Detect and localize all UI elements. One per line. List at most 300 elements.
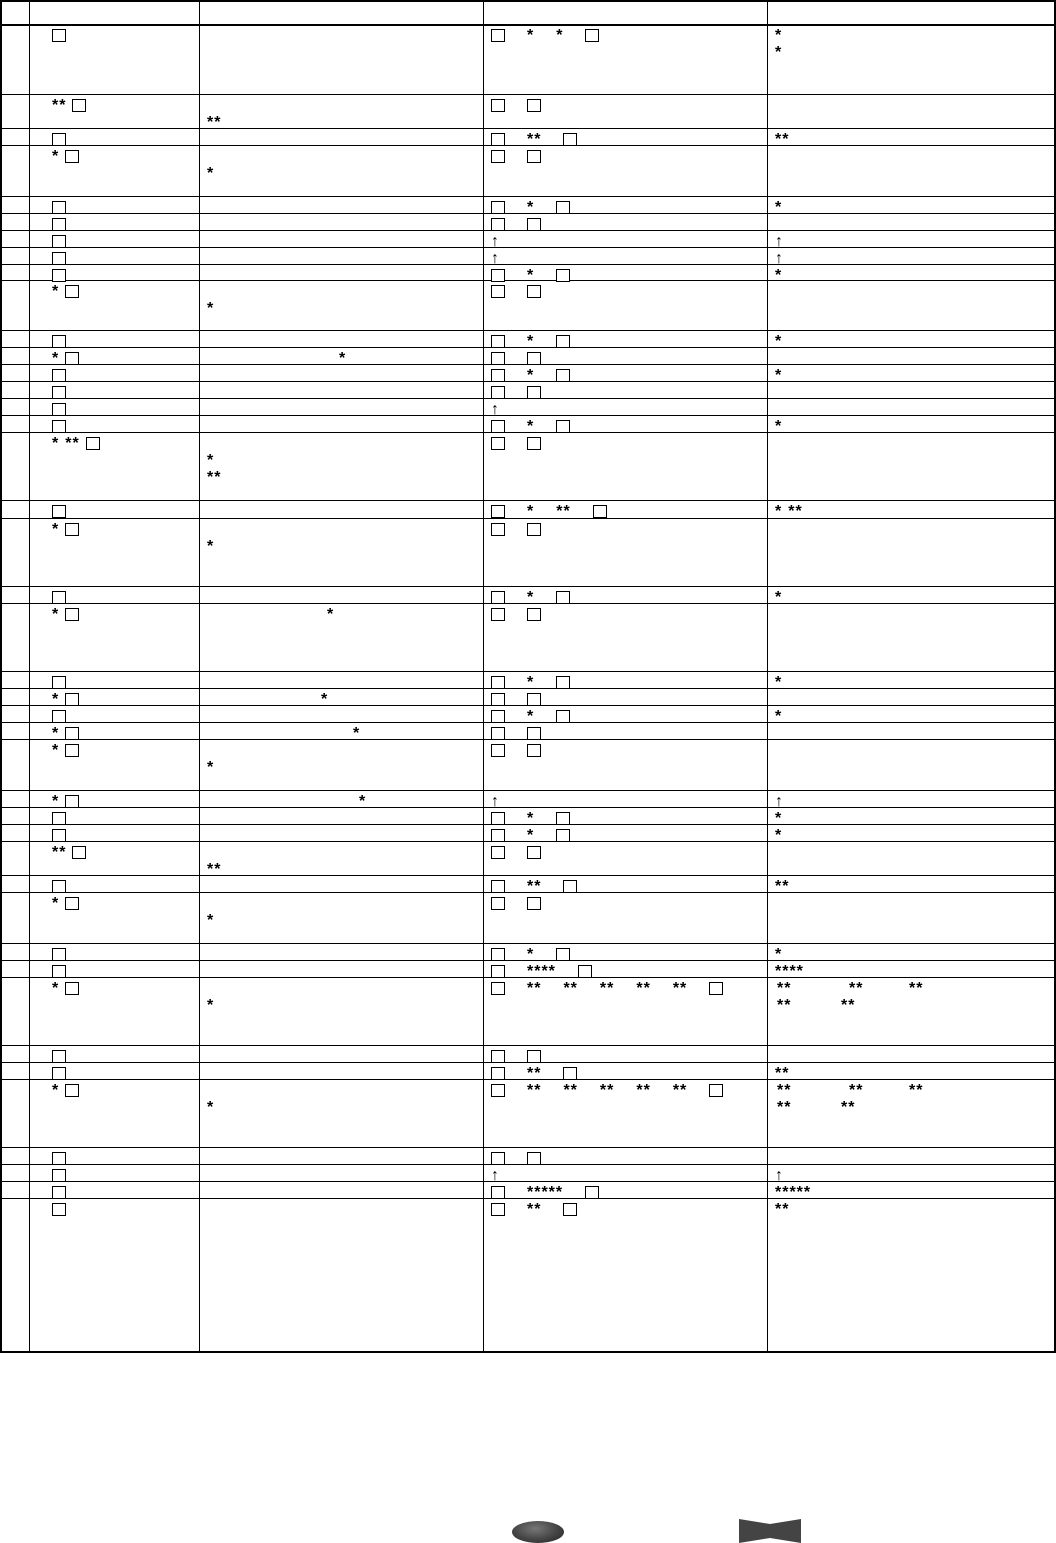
table-cell (207, 300, 214, 317)
empty-checkbox-icon (491, 897, 505, 910)
empty-checkbox-icon (86, 437, 100, 450)
asterisk-note-mark: * (527, 708, 535, 725)
asterisk-note-mark: ** (849, 980, 864, 997)
asterisk-note-mark: * (775, 674, 783, 691)
asterisk-note-mark: ** (777, 997, 792, 1014)
column-rule (29, 0, 30, 1352)
asterisk-note-mark: * (527, 946, 535, 963)
table-cell (491, 589, 570, 606)
empty-checkbox-icon (491, 591, 505, 604)
empty-checkbox-icon (491, 1050, 505, 1063)
empty-checkbox-icon (65, 285, 79, 298)
empty-checkbox-icon (556, 710, 570, 723)
asterisk-note-mark: ** (556, 503, 571, 520)
asterisk-note-mark: ** (599, 1082, 615, 1099)
table-cell (52, 742, 79, 759)
table-cell (52, 384, 66, 399)
empty-checkbox-icon (527, 1050, 541, 1063)
table-cell (491, 350, 541, 365)
table-cell (775, 589, 782, 606)
empty-checkbox-icon (52, 812, 66, 825)
empty-checkbox-icon (491, 201, 505, 214)
row-rule (0, 875, 1056, 876)
table-cell (491, 725, 541, 740)
row-rule (0, 128, 1056, 129)
table-cell (491, 250, 499, 267)
empty-checkbox-icon (527, 727, 541, 740)
asterisk-note-mark: * (207, 759, 215, 776)
empty-checkbox-icon (527, 218, 541, 231)
empty-checkbox-icon (491, 710, 505, 723)
asterisk-note-mark: * (527, 810, 535, 827)
empty-checkbox-icon (491, 335, 505, 348)
table-cell (207, 759, 214, 776)
asterisk-note-mark: ** (775, 1201, 790, 1218)
empty-checkbox-icon (491, 1186, 505, 1199)
table-cell-mark (777, 997, 791, 1014)
table-cell (775, 827, 782, 844)
table-cell (491, 963, 592, 980)
empty-checkbox-icon (65, 897, 79, 910)
row-rule (0, 1181, 1056, 1182)
row-rule (0, 1045, 1056, 1046)
asterisk-note-mark: * (527, 267, 535, 284)
table-cell (52, 1082, 79, 1099)
row-rule (0, 671, 1056, 672)
up-arrow-icon: ↑ (775, 1167, 783, 1184)
asterisk-note-mark: * (527, 333, 535, 350)
asterisk-note-mark: ** (672, 980, 688, 997)
table-cell (491, 148, 541, 163)
empty-checkbox-icon (556, 269, 570, 282)
empty-checkbox-icon (491, 523, 505, 536)
table-cell (775, 708, 782, 725)
empty-checkbox-icon (52, 948, 66, 961)
asterisk-note-mark: * (52, 283, 60, 300)
empty-checkbox-icon (491, 352, 505, 365)
table-cell (491, 1150, 541, 1165)
asterisk-note-mark: * (353, 725, 361, 742)
empty-checkbox-icon (65, 150, 79, 163)
empty-checkbox-icon (527, 846, 541, 859)
asterisk-note-mark: ** (777, 1082, 792, 1099)
table-cell (491, 199, 570, 216)
empty-checkbox-icon (527, 386, 541, 399)
table-cell (207, 114, 221, 131)
asterisk-note-mark: * (775, 44, 783, 61)
asterisk-note-mark: * (52, 725, 60, 742)
table-cell-mark (321, 691, 328, 708)
table-cell (491, 521, 541, 536)
table-cell-mark (849, 1082, 863, 1099)
empty-checkbox-icon (52, 218, 66, 231)
empty-checkbox-icon (527, 150, 541, 163)
table-cell (491, 691, 541, 706)
empty-checkbox-icon (65, 982, 79, 995)
asterisk-note-mark: ** (527, 980, 542, 997)
table-cell (775, 946, 782, 963)
asterisk-note-mark: * (527, 589, 535, 606)
table-cell (491, 503, 607, 520)
up-arrow-icon: ↑ (775, 233, 783, 250)
empty-checkbox-icon (491, 420, 505, 433)
empty-checkbox-icon (52, 710, 66, 723)
empty-checkbox-icon (52, 403, 66, 416)
empty-checkbox-icon (556, 369, 570, 382)
empty-checkbox-icon (709, 1084, 723, 1097)
empty-checkbox-icon (578, 965, 592, 978)
empty-checkbox-icon (556, 420, 570, 433)
table-cell (52, 827, 66, 842)
column-rule (0, 0, 2, 1352)
empty-checkbox-icon (585, 1186, 599, 1199)
table-cell (491, 1082, 723, 1099)
table-cell (491, 233, 499, 250)
asterisk-note-mark: * (207, 300, 215, 317)
table-cell (775, 199, 782, 216)
up-arrow-icon: ↑ (775, 250, 783, 267)
empty-checkbox-icon (491, 133, 505, 146)
table-cell (491, 742, 541, 757)
bowtie-nav-mark-icon[interactable] (739, 1519, 801, 1543)
table-cell (52, 333, 66, 348)
table-cell (52, 895, 79, 912)
empty-checkbox-icon (491, 846, 505, 859)
asterisk-note-mark: * (52, 148, 60, 165)
asterisk-note-mark: ** (65, 435, 80, 452)
asterisk-note-mark: ***** (527, 1184, 564, 1201)
asterisk-note-mark: * (527, 674, 535, 691)
empty-checkbox-icon (491, 829, 505, 842)
asterisk-note-mark: ***** (775, 1184, 812, 1201)
empty-checkbox-icon (52, 369, 66, 382)
empty-checkbox-icon (52, 1067, 66, 1080)
table-cell (52, 793, 79, 810)
asterisk-note-mark: * (339, 350, 347, 367)
up-arrow-icon: ↑ (775, 793, 783, 810)
table-cell (491, 878, 577, 895)
table-cell-mark (841, 1099, 855, 1116)
table-cell (207, 452, 214, 469)
table-cell (52, 418, 66, 433)
table-cell (491, 367, 570, 384)
empty-checkbox-icon (491, 982, 505, 995)
asterisk-note-mark: ** (775, 878, 790, 895)
table-cell (207, 861, 221, 878)
table-cell (775, 250, 783, 267)
empty-checkbox-icon (527, 523, 541, 536)
table-cell (491, 1201, 577, 1218)
empty-checkbox-icon (52, 676, 66, 689)
empty-checkbox-icon (72, 846, 86, 859)
up-arrow-icon: ↑ (491, 793, 499, 810)
table-cell (775, 1167, 783, 1184)
asterisk-note-mark: * (207, 912, 215, 929)
table-cell (491, 674, 570, 691)
empty-checkbox-icon (65, 523, 79, 536)
empty-checkbox-icon (563, 1203, 577, 1216)
asterisk-note-mark: * (775, 827, 783, 844)
table-cell (207, 912, 214, 929)
asterisk-note-mark: ** (527, 1065, 542, 1082)
table-cell (52, 233, 66, 248)
table-cell-mark (777, 1082, 791, 1099)
table-cell-mark (359, 793, 366, 810)
table-cell (52, 97, 86, 114)
table-cell (52, 810, 66, 825)
table-cell (52, 725, 79, 742)
row-rule (0, 415, 1056, 416)
empty-checkbox-icon (491, 676, 505, 689)
table-cell-mark (849, 980, 863, 997)
empty-checkbox-icon (52, 591, 66, 604)
table-cell (775, 131, 789, 148)
empty-checkbox-icon (52, 420, 66, 433)
empty-checkbox-icon (52, 505, 66, 518)
asterisk-note-mark: * (775, 503, 783, 520)
oval-nav-mark-icon[interactable] (512, 1521, 564, 1543)
empty-checkbox-icon (709, 982, 723, 995)
table-cell (52, 27, 66, 42)
asterisk-note-mark: * (52, 350, 60, 367)
row-rule (0, 1147, 1056, 1148)
asterisk-note-mark: * (52, 606, 60, 623)
table-cell (491, 283, 541, 298)
empty-checkbox-icon (556, 335, 570, 348)
table-cell-mark (339, 350, 346, 367)
asterisk-note-mark: ** (527, 1082, 542, 1099)
empty-checkbox-icon (491, 948, 505, 961)
asterisk-note-mark: **** (775, 963, 804, 980)
column-rule (483, 0, 484, 1352)
asterisk-note-mark: ** (207, 861, 222, 878)
table-cell (775, 1201, 789, 1218)
table-cell-mark (353, 725, 360, 742)
table-cell (775, 233, 783, 250)
asterisk-note-mark: * (207, 452, 215, 469)
asterisk-note-mark: ** (207, 114, 222, 131)
asterisk-note-mark: * (775, 946, 783, 963)
empty-checkbox-icon (65, 693, 79, 706)
table-cell (207, 1099, 214, 1116)
empty-checkbox-icon (491, 1067, 505, 1080)
table-cell (491, 844, 541, 859)
table-cell (52, 199, 66, 214)
asterisk-note-mark: ** (849, 1082, 864, 1099)
empty-checkbox-icon (52, 965, 66, 978)
empty-checkbox-icon (556, 201, 570, 214)
table-cell (207, 997, 214, 1014)
table-cell (491, 97, 541, 112)
table-cell (52, 606, 79, 623)
asterisk-note-mark: ** (563, 980, 578, 997)
empty-checkbox-icon (52, 1186, 66, 1199)
asterisk-note-mark: **** (527, 963, 556, 980)
empty-checkbox-icon (491, 150, 505, 163)
table-cell (52, 250, 66, 265)
empty-checkbox-icon (52, 829, 66, 842)
table-cell (491, 1065, 577, 1082)
table-cell (52, 708, 66, 723)
row-rule (0, 24, 1056, 26)
table-cell (491, 946, 570, 963)
asterisk-note-mark: * (52, 435, 60, 452)
asterisk-note-mark: * (775, 418, 783, 435)
empty-checkbox-icon (527, 608, 541, 621)
row-rule (0, 807, 1056, 808)
row-rule (0, 330, 1056, 331)
row-rule (0, 1351, 1056, 1353)
table-cell (207, 538, 214, 555)
empty-checkbox-icon (556, 676, 570, 689)
asterisk-note-mark: ** (52, 97, 67, 114)
table-cell (52, 521, 79, 538)
asterisk-note-mark: ** (527, 1201, 542, 1218)
up-arrow-icon: ↑ (491, 233, 499, 250)
table-cell (52, 503, 66, 518)
empty-checkbox-icon (563, 133, 577, 146)
table-cell (491, 267, 570, 284)
empty-checkbox-icon (527, 897, 541, 910)
asterisk-note-mark: * (775, 708, 783, 725)
table-cell (491, 1184, 599, 1201)
table-cell (775, 333, 782, 350)
empty-checkbox-icon (52, 29, 66, 42)
asterisk-note-mark: * (775, 810, 783, 827)
asterisk-note-mark: * (207, 1099, 215, 1116)
row-rule (0, 586, 1056, 587)
table-cell (52, 691, 79, 708)
table-cell (52, 267, 66, 282)
empty-checkbox-icon (491, 693, 505, 706)
empty-checkbox-icon (491, 29, 505, 42)
table-cell (52, 216, 66, 231)
row-rule (0, 196, 1056, 197)
empty-checkbox-icon (65, 727, 79, 740)
asterisk-note-mark: ** (636, 1082, 651, 1099)
table-cell (52, 401, 66, 416)
table-cell (491, 980, 723, 997)
table-cell (775, 27, 782, 44)
asterisk-note-mark: * (775, 589, 783, 606)
empty-checkbox-icon (556, 829, 570, 842)
empty-checkbox-icon (593, 505, 607, 518)
table-cell (491, 810, 570, 827)
empty-checkbox-icon (491, 285, 505, 298)
empty-checkbox-icon (556, 812, 570, 825)
empty-checkbox-icon (491, 965, 505, 978)
asterisk-note-mark: ** (527, 878, 542, 895)
empty-checkbox-icon (491, 99, 505, 112)
empty-checkbox-icon (52, 201, 66, 214)
table-cell (491, 401, 499, 418)
empty-checkbox-icon (52, 133, 66, 146)
empty-checkbox-icon (52, 386, 66, 399)
table-cell (491, 1048, 541, 1063)
table-cell (775, 1184, 811, 1201)
asterisk-note-mark: ** (841, 1099, 856, 1116)
row-rule (0, 247, 1056, 248)
empty-checkbox-icon (527, 352, 541, 365)
table-cell (491, 131, 577, 148)
row-rule (0, 264, 1056, 265)
row-rule (0, 943, 1056, 944)
empty-checkbox-icon (52, 252, 66, 265)
column-rule (199, 0, 200, 1352)
table-cell (52, 1150, 66, 1165)
asterisk-note-mark: * (775, 267, 783, 284)
table-cell (491, 895, 541, 910)
empty-checkbox-icon (52, 1169, 66, 1182)
table-cell (491, 435, 541, 450)
empty-checkbox-icon (52, 880, 66, 893)
empty-checkbox-icon (491, 1203, 505, 1216)
table-cell (491, 793, 499, 810)
table-cell-mark (909, 1082, 923, 1099)
empty-checkbox-icon (491, 437, 505, 450)
empty-checkbox-icon (491, 1152, 505, 1165)
table-cell (52, 1065, 66, 1080)
empty-checkbox-icon (65, 608, 79, 621)
table-cell (52, 1048, 66, 1063)
asterisk-note-mark: ** (563, 1082, 578, 1099)
empty-checkbox-icon (491, 608, 505, 621)
empty-checkbox-icon (491, 369, 505, 382)
table-cell (491, 606, 541, 621)
asterisk-note-mark: ** (788, 503, 803, 520)
up-arrow-icon: ↑ (491, 1167, 499, 1184)
table-cell (52, 350, 79, 367)
table-cell (491, 216, 541, 231)
empty-checkbox-icon (527, 744, 541, 757)
asterisk-note-mark: ** (672, 1082, 688, 1099)
empty-checkbox-icon (527, 693, 541, 706)
table-cell (52, 1201, 66, 1216)
asterisk-note-mark: * (52, 1082, 60, 1099)
empty-checkbox-icon (491, 505, 505, 518)
asterisk-note-mark: ** (527, 131, 542, 148)
table-cell (491, 708, 570, 725)
table-cell (52, 435, 100, 452)
empty-checkbox-icon (65, 744, 79, 757)
asterisk-note-mark: * (775, 367, 783, 384)
empty-checkbox-icon (527, 1152, 541, 1165)
table-cell (491, 1167, 499, 1184)
empty-checkbox-icon (65, 352, 79, 365)
empty-checkbox-icon (563, 1067, 577, 1080)
empty-checkbox-icon (72, 99, 86, 112)
table-cell (52, 131, 66, 146)
table-cell (775, 963, 804, 980)
empty-checkbox-icon (491, 880, 505, 893)
empty-checkbox-icon (527, 285, 541, 298)
column-rule (767, 0, 768, 1352)
table-cell (52, 148, 79, 165)
table-cell (775, 44, 782, 61)
table-cell (775, 267, 782, 284)
table-cell (52, 589, 66, 604)
table-cell (52, 1184, 66, 1199)
empty-checkbox-icon (556, 591, 570, 604)
asterisk-note-mark: * (556, 27, 564, 44)
empty-checkbox-icon (491, 812, 505, 825)
empty-checkbox-icon (491, 1084, 505, 1097)
asterisk-note-mark: ** (777, 1099, 792, 1116)
table-cell (207, 165, 214, 182)
asterisk-note-mark: * (52, 895, 60, 912)
table-cell-mark (909, 980, 923, 997)
row-rule (0, 790, 1056, 791)
